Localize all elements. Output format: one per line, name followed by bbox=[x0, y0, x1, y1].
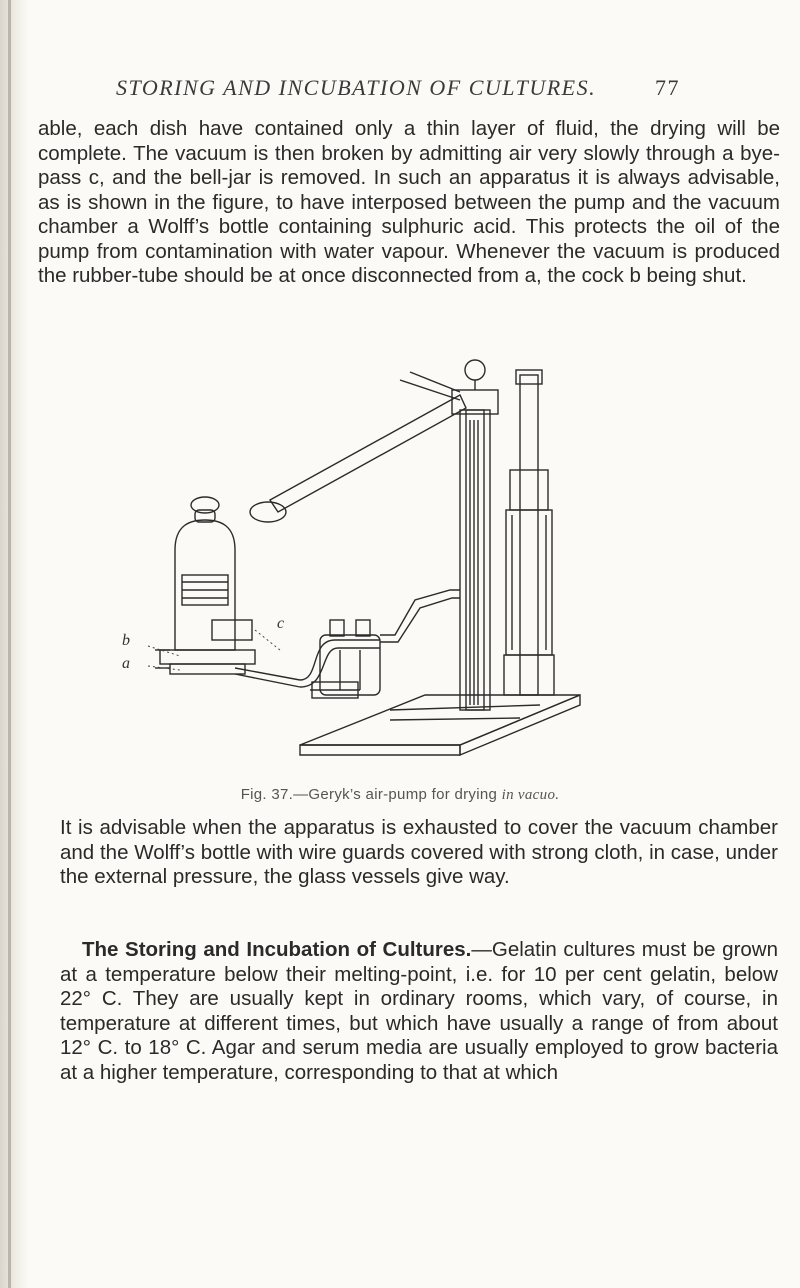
bell-jar-plate bbox=[160, 650, 255, 664]
figure-label-b: b bbox=[122, 632, 130, 649]
running-header-title: STORING AND INCUBATION OF CULTURES. bbox=[116, 75, 597, 100]
section-heading: The Storing and Incubation of Cultures. bbox=[82, 938, 472, 961]
wolffs-bottle bbox=[320, 635, 380, 695]
figure-air-pump bbox=[122, 350, 600, 770]
caption-text: Fig. 37.—Geryk’s air-pump for drying bbox=[240, 786, 502, 803]
paragraph-3-body: —Gelatin cultures must be grown at a temperature below their melting-point, i.e. for 10 per cent gelatin, below 22° C. They are usually kept in ordinary rooms, which vary, of course, in temperature at different times, but which have usually a range of from about 12° C. to 18° C. Agar and serum media are usually employed to grow bacteria at a higher temperature, corresponding to that at which bbox=[60, 938, 778, 1084]
air-pump-illustration bbox=[122, 350, 600, 770]
pump-column bbox=[520, 375, 538, 695]
pump-handle bbox=[270, 395, 466, 512]
figure-caption bbox=[0, 786, 800, 804]
binding-edge bbox=[8, 0, 11, 1288]
page-gutter bbox=[0, 0, 28, 1288]
pump-base bbox=[300, 695, 580, 745]
figure-label-c: c bbox=[277, 615, 285, 632]
figure-label-a: a bbox=[122, 655, 130, 672]
page-number: 77 bbox=[655, 75, 680, 100]
pump-cylinder bbox=[460, 410, 490, 710]
bell-jar bbox=[175, 520, 235, 650]
paragraph-1: able, each dish have contained only a thin layer of fluid, the drying will be complete. The vacuum is then broken by admitting air very slowly through a bye-pass c, and the bell-jar is removed. In such an apparatus it is always advisable, as is shown in the figure, to have interposed between the pump and the vacuum chamber a Wolff’s bottle containing sulphuric acid. This protects the oil of the pump from contamination with water vapour. Whenever the vacuum is produced the rubber-tube should be at once disconnected from a, the cock b being shut. bbox=[38, 117, 780, 287]
caption-italic: in vacuo. bbox=[501, 787, 560, 803]
running-header bbox=[116, 75, 680, 105]
paragraph-2: It is advisable when the apparatus is exhausted to cover the vacuum chamber and the Wolff’s bottle with wire guards covered with strong cloth, in case, under the external pressure, the glass vessels give way. bbox=[60, 816, 778, 888]
paragraph-3 bbox=[60, 938, 778, 1085]
